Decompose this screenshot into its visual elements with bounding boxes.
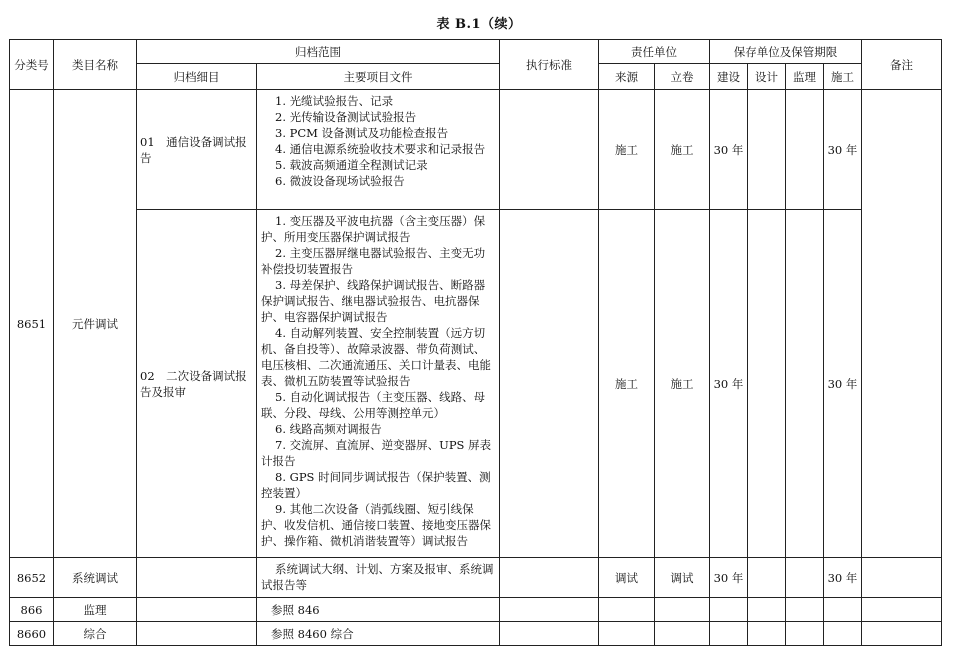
header-construction-owner: 建设 — [710, 64, 748, 90]
filing-cell: 调试 — [655, 558, 710, 598]
list-item: 1. 光缆试验报告、记录 — [275, 94, 394, 108]
supervision-cell — [786, 598, 824, 622]
archive-table — [9, 39, 942, 646]
standard-cell — [500, 598, 599, 622]
standard-cell — [500, 622, 599, 646]
header-archive-detail: 归档细目 — [137, 64, 257, 90]
source-cell: 调试 — [599, 558, 655, 598]
header-row-2 — [10, 64, 942, 90]
header-custody: 保存单位及保管期限 — [710, 40, 862, 64]
list-item: 2. 主变压器屏继电器试验报告、主变无功补偿投切装置报告 — [261, 246, 486, 276]
header-filing: 立卷 — [655, 64, 710, 90]
standard-cell — [500, 90, 599, 210]
filing-cell — [655, 598, 710, 622]
header-category-name: 类目名称 — [54, 40, 137, 90]
row-code: 8652 — [10, 558, 54, 598]
supervision-cell — [786, 210, 824, 558]
list-item: 4. 通信电源系统验收技术要求和记录报告 — [275, 142, 486, 156]
archive-detail — [137, 622, 257, 646]
contractor-cell: 30 年 — [824, 210, 862, 558]
design-cell — [748, 598, 786, 622]
list-item: 6. 线路高频对调报告 — [275, 422, 382, 436]
table-row — [10, 598, 942, 622]
list-item: 7. 交流屏、直流屏、逆变器屏、UPS 屏表计报告 — [261, 438, 492, 468]
main-docs-cell: 参照 8460 综合 — [257, 622, 500, 646]
contractor-cell: 30 年 — [824, 558, 862, 598]
row-category-name: 综合 — [54, 622, 137, 646]
main-docs-cell — [257, 90, 500, 210]
list-item: 3. PCM 设备测试及功能检查报告 — [275, 126, 449, 140]
row-code: 866 — [10, 598, 54, 622]
list-item: 3. 母差保护、线路保护调试报告、断路器保护调试报告、继电器试验报告、电抗器保护、电容器保护调试报告 — [261, 278, 486, 324]
header-design: 设计 — [748, 64, 786, 90]
remarks-cell — [862, 598, 942, 622]
header-main-docs: 主要项目文件 — [257, 64, 500, 90]
contractor-cell — [824, 622, 862, 646]
construction-owner-cell: 30 年 — [710, 90, 748, 210]
source-cell — [599, 598, 655, 622]
header-archive-scope: 归档范围 — [137, 40, 500, 64]
header-standard: 执行标准 — [500, 40, 599, 90]
design-cell — [748, 210, 786, 558]
design-cell — [748, 558, 786, 598]
construction-owner-cell — [710, 622, 748, 646]
header-responsible-unit: 责任单位 — [599, 40, 710, 64]
construction-owner-cell: 30 年 — [710, 210, 748, 558]
row-category-name: 监理 — [54, 598, 137, 622]
standard-cell — [500, 558, 599, 598]
table-row — [10, 558, 942, 598]
source-cell — [599, 622, 655, 646]
row-category-name: 元件调试 — [54, 90, 137, 558]
archive-detail — [137, 598, 257, 622]
header-contractor: 施工 — [824, 64, 862, 90]
supervision-cell — [786, 622, 824, 646]
header-remarks: 备注 — [862, 40, 942, 90]
table-caption: 表 B.1（续） — [436, 17, 522, 32]
source-cell: 施工 — [599, 90, 655, 210]
supervision-cell — [786, 558, 824, 598]
remarks-cell — [862, 622, 942, 646]
list-item: 1. 变压器及平波电抗器（含主变压器）保护、所用变压器保护调试报告 — [261, 214, 486, 244]
filing-cell — [655, 622, 710, 646]
list-item: 5. 自动化调试报告（主变压器、线路、母联、分段、母线、公用等测控单元） — [261, 390, 486, 420]
filing-cell: 施工 — [655, 210, 710, 558]
list-item: 8. GPS 时间同步调试报告（保护装置、测控装置） — [261, 470, 491, 500]
row-code: 8651 — [10, 90, 54, 558]
header-code: 分类号 — [10, 40, 54, 90]
table-row — [10, 210, 942, 558]
remarks-cell — [862, 558, 942, 598]
list-item: 6. 微波设备现场试验报告 — [275, 174, 405, 188]
archive-detail — [137, 558, 257, 598]
list-item: 4. 自动解列装置、安全控制装置（远方切机、备自投等）、故障录波器、带负荷测试、电压核相、二次通流通压、关口计量表、电能表、微机五防装置等试验报告 — [261, 326, 491, 388]
filing-cell: 施工 — [655, 90, 710, 210]
construction-owner-cell: 30 年 — [710, 558, 748, 598]
remarks-cell — [862, 90, 942, 558]
table-row — [10, 90, 942, 210]
archive-detail: 02 二次设备调试报告及报审 — [137, 210, 257, 558]
supervision-cell — [786, 90, 824, 210]
design-cell — [748, 622, 786, 646]
main-docs-cell — [257, 558, 500, 598]
header-source: 来源 — [599, 64, 655, 90]
source-cell: 施工 — [599, 210, 655, 558]
list-item: 9. 其他二次设备（消弧线圈、短引线保护、收发信机、通信接口装置、接地变压器保护、操作箱、微机消谐装置等）调试报告 — [261, 502, 491, 548]
list-item: 2. 光传输设备测试试验报告 — [275, 110, 417, 124]
construction-owner-cell — [710, 598, 748, 622]
header-supervision: 监理 — [786, 64, 824, 90]
archive-detail: 01 通信设备调试报告 — [137, 90, 257, 210]
list-item: 5. 载波高频通道全程测试记录 — [275, 158, 428, 172]
standard-cell — [500, 210, 599, 558]
design-cell — [748, 90, 786, 210]
header-row-1 — [10, 40, 942, 64]
row-category-name: 系统调试 — [54, 558, 137, 598]
list-item: 系统调试大纲、计划、方案及报审、系统调试报告等 — [261, 562, 494, 592]
table-row — [10, 622, 942, 646]
contractor-cell: 30 年 — [824, 90, 862, 210]
row-code: 8660 — [10, 622, 54, 646]
contractor-cell — [824, 598, 862, 622]
main-docs-cell: 参照 846 — [257, 598, 500, 622]
main-docs-cell — [257, 210, 500, 558]
